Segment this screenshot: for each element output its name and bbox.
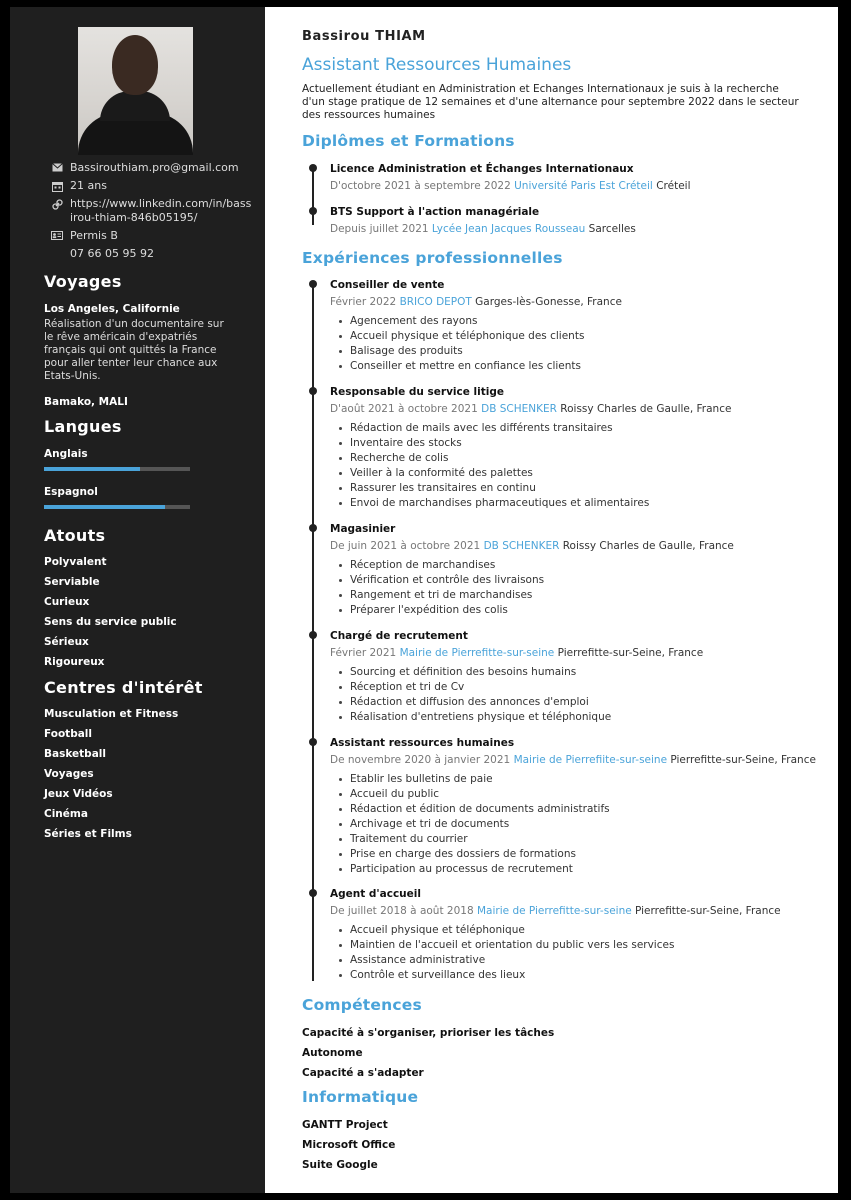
language-item xyxy=(44,485,244,509)
entry-meta xyxy=(330,179,822,193)
sidebar xyxy=(10,7,265,1193)
profile-photo xyxy=(78,27,193,155)
entry-org: BRICO DEPOT xyxy=(399,296,472,308)
task-item: Envoi de marchandises pharmaceutiques et alimentaires xyxy=(350,496,822,511)
entry-title: BTS Support à l'action managériale xyxy=(330,206,540,218)
travel-place: Los Angeles, Californie xyxy=(44,303,180,315)
language-level-bar xyxy=(44,505,190,509)
entry-title: Responsable du service litige xyxy=(330,386,504,398)
timeline-dot xyxy=(309,207,317,215)
entry-place: Créteil xyxy=(656,180,691,192)
entry-place: Roissy Charles de Gaulle, France xyxy=(562,540,734,552)
task-item: Prise en charge des dossiers de formations xyxy=(350,847,822,862)
experience-entry xyxy=(302,736,822,877)
entry-place: Pierrefitte-sur-Seine, France xyxy=(670,754,816,766)
task-item: Sourcing et définition des besoins humains xyxy=(350,665,822,680)
experience-heading: Expériences professionnelles xyxy=(302,249,563,267)
profile-summary: Actuellement étudiant en Administration et Echanges Internationaux je suis à la recherche d'un stage pratique de 12 semaines et d'une alternance pour septembre 2022 dans le secteur des ressources humaines xyxy=(302,83,799,121)
education-entry xyxy=(302,162,822,193)
entry-meta xyxy=(330,402,822,416)
it-list xyxy=(302,1115,702,1175)
asset-item: Sens du service public xyxy=(44,616,177,628)
task-item: Rangement et tri de marchandises xyxy=(350,588,822,603)
main-content xyxy=(302,7,822,1193)
asset-item: Rigoureux xyxy=(44,656,105,668)
timeline-dot xyxy=(309,280,317,288)
timeline-dot xyxy=(309,164,317,172)
entry-place: Garges-lès-Gonesse, France xyxy=(475,296,622,308)
entry-date: D'août 2021 à octobre 2021 xyxy=(330,403,478,415)
contact-age xyxy=(44,179,254,193)
task-item: Maintien de l'accueil et orientation du public vers les services xyxy=(350,938,822,953)
contact-linkedin xyxy=(44,197,254,225)
entry-tasks xyxy=(350,558,822,618)
asset-item: Polyvalent xyxy=(44,556,107,568)
entry-date: De juin 2021 à octobre 2021 xyxy=(330,540,481,552)
entry-place: Sarcelles xyxy=(588,223,636,235)
task-item: Traitement du courrier xyxy=(350,832,822,847)
entry-tasks xyxy=(350,314,822,374)
experience-entry xyxy=(302,522,822,618)
language-level-fill xyxy=(44,467,140,471)
entry-tasks xyxy=(350,665,822,725)
task-item: Préparer l'expédition des colis xyxy=(350,603,822,618)
entry-title: Agent d'accueil xyxy=(330,888,421,900)
contact-phone xyxy=(44,247,254,261)
task-item: Contrôle et surveillance des lieux xyxy=(350,968,822,983)
task-item: Accueil physique et téléphonique des clients xyxy=(350,329,822,344)
license-text: Permis B xyxy=(70,229,118,242)
interest-item: Basketball xyxy=(44,748,106,760)
travel-desc: Réalisation d'un documentaire sur le rêve américain d'expatriés français qui ont quittés la France pour aller tenter leur chance aux Etats-Unis. xyxy=(44,318,224,382)
task-item: Archivage et tri de documents xyxy=(350,817,822,832)
entry-tasks xyxy=(350,421,822,511)
contact-email xyxy=(44,161,254,175)
interests-heading: Centres d'intérêt xyxy=(44,678,203,697)
envelope-icon xyxy=(44,161,70,172)
interest-item: Football xyxy=(44,728,92,740)
entry-date: Depuis juillet 2021 xyxy=(330,223,429,235)
experience-entry xyxy=(302,629,822,725)
interest-item: Voyages xyxy=(44,768,94,780)
education-heading: Diplômes et Formations xyxy=(302,132,515,150)
entry-meta xyxy=(330,295,822,309)
task-item: Participation au processus de recrutement xyxy=(350,862,822,877)
entry-org: Lycée Jean Jacques Rousseau xyxy=(431,223,586,235)
timeline-dot xyxy=(309,631,317,639)
interest-item: Cinéma xyxy=(44,808,88,820)
task-item: Etablir les bulletins de paie xyxy=(350,772,822,787)
entry-meta xyxy=(330,222,822,236)
task-item: Recherche de colis xyxy=(350,451,822,466)
email-text[interactable]: Bassirouthiam.pro@gmail.com xyxy=(70,161,239,174)
language-item xyxy=(44,447,244,471)
entry-org: Mairie de Pierrefiite-sur-seine xyxy=(513,754,668,766)
task-item: Inventaire des stocks xyxy=(350,436,822,451)
travel-heading: Voyages xyxy=(44,272,122,291)
asset-item: Curieux xyxy=(44,596,90,608)
travel-item xyxy=(44,302,244,383)
entry-meta xyxy=(330,904,822,918)
entry-meta xyxy=(330,753,822,767)
skills-list xyxy=(302,1023,702,1083)
it-item: Suite Google xyxy=(302,1159,378,1171)
timeline-dot xyxy=(309,889,317,897)
languages-heading: Langues xyxy=(44,417,122,436)
language-name: Anglais xyxy=(44,448,88,460)
phone-icon xyxy=(44,247,70,249)
task-item: Rédaction et édition de documents administratifs xyxy=(350,802,822,817)
travel-item xyxy=(44,395,244,409)
language-level-fill xyxy=(44,505,165,509)
experience-entry xyxy=(302,887,822,983)
task-item: Conseiller et mettre en confiance les clients xyxy=(350,359,822,374)
experience-entry xyxy=(302,385,822,511)
task-item: Rassurer les transitaires en continu xyxy=(350,481,822,496)
travel-place: Bamako, MALI xyxy=(44,396,128,408)
asset-item: Sérieux xyxy=(44,636,89,648)
entry-meta xyxy=(330,646,822,660)
interest-item: Musculation et Fitness xyxy=(44,708,179,720)
entry-place: Pierrefitte-sur-Seine, France xyxy=(557,647,704,659)
entry-tasks xyxy=(350,923,822,983)
job-title: Assistant Ressources Humaines xyxy=(302,55,572,75)
language-level-bar xyxy=(44,467,190,471)
entry-title: Chargé de recrutement xyxy=(330,630,468,642)
task-item: Rédaction et diffusion des annonces d'emploi xyxy=(350,695,822,710)
task-item: Accueil du public xyxy=(350,787,822,802)
entry-date: D'octobre 2021 à septembre 2022 xyxy=(330,180,511,192)
entry-org: Mairie de Pierrefitte-sur-seine xyxy=(399,647,555,659)
timeline-dot xyxy=(309,738,317,746)
task-item: Agencement des rayons xyxy=(350,314,822,329)
entry-title: Magasinier xyxy=(330,523,396,535)
entry-tasks xyxy=(350,772,822,877)
calendar-icon xyxy=(44,179,70,192)
it-item: GANTT Project xyxy=(302,1119,388,1131)
entry-meta xyxy=(330,539,822,553)
skill-item: Capacité a s'adapter xyxy=(302,1067,424,1079)
entry-title: Conseiller de vente xyxy=(330,279,445,291)
skill-item: Autonome xyxy=(302,1047,363,1059)
entry-title: Licence Administration et Échanges Internationaux xyxy=(330,163,634,175)
task-item: Accueil physique et téléphonique xyxy=(350,923,822,938)
it-item: Microsoft Office xyxy=(302,1139,396,1151)
linkedin-link[interactable]: https://www.linkedin.com/in/bassirou-thiam-846b05195/ xyxy=(70,197,252,224)
language-name: Espagnol xyxy=(44,486,98,498)
resume-page xyxy=(10,7,838,1193)
entry-org: Université Paris Est Créteil xyxy=(514,180,653,192)
entry-org: DB SCHENKER xyxy=(483,540,560,552)
interests-list xyxy=(44,704,244,844)
task-item: Réception et tri de Cv xyxy=(350,680,822,695)
timeline-dot xyxy=(309,387,317,395)
task-item: Balisage des produits xyxy=(350,344,822,359)
task-item: Réception de marchandises xyxy=(350,558,822,573)
interest-item: Séries et Films xyxy=(44,828,132,840)
timeline-dot xyxy=(309,524,317,532)
entry-org: DB SCHENKER xyxy=(481,403,557,415)
contact-license xyxy=(44,229,254,243)
id-card-icon xyxy=(44,229,70,240)
entry-date: De novembre 2020 à janvier 2021 xyxy=(330,754,511,766)
task-item: Rédaction de mails avec les différents transitaires xyxy=(350,421,822,436)
task-item: Assistance administrative xyxy=(350,953,822,968)
entry-org: Mairie de Pierrefitte-sur-seine xyxy=(477,905,632,917)
experience-entry xyxy=(302,278,822,374)
entry-title: Assistant ressources humaines xyxy=(330,737,515,749)
skill-item: Capacité à s'organiser, prioriser les tâches xyxy=(302,1027,555,1039)
task-item: Veiller à la conformité des palettes xyxy=(350,466,822,481)
link-icon xyxy=(44,197,70,210)
phone-text[interactable]: 07 66 05 95 92 xyxy=(70,247,154,260)
education-entry xyxy=(302,205,822,236)
task-item: Vérification et contrôle des livraisons xyxy=(350,573,822,588)
task-item: Réalisation d'entretiens physique et téléphonique xyxy=(350,710,822,725)
entry-date: Février 2022 xyxy=(330,296,397,308)
interest-item: Jeux Vidéos xyxy=(44,788,113,800)
assets-list xyxy=(44,552,244,672)
full-name: Bassirou THIAM xyxy=(302,29,426,44)
entry-date: Février 2021 xyxy=(330,647,397,659)
it-heading: Informatique xyxy=(302,1088,419,1106)
age-text: 21 ans xyxy=(70,179,107,192)
entry-place: Pierrefitte-sur-Seine, France xyxy=(635,905,781,917)
entry-place: Roissy Charles de Gaulle, France xyxy=(560,403,732,415)
skills-heading: Compétences xyxy=(302,996,422,1014)
assets-heading: Atouts xyxy=(44,526,106,545)
entry-date: De juillet 2018 à août 2018 xyxy=(330,905,474,917)
asset-item: Serviable xyxy=(44,576,100,588)
contact-info xyxy=(44,161,254,265)
